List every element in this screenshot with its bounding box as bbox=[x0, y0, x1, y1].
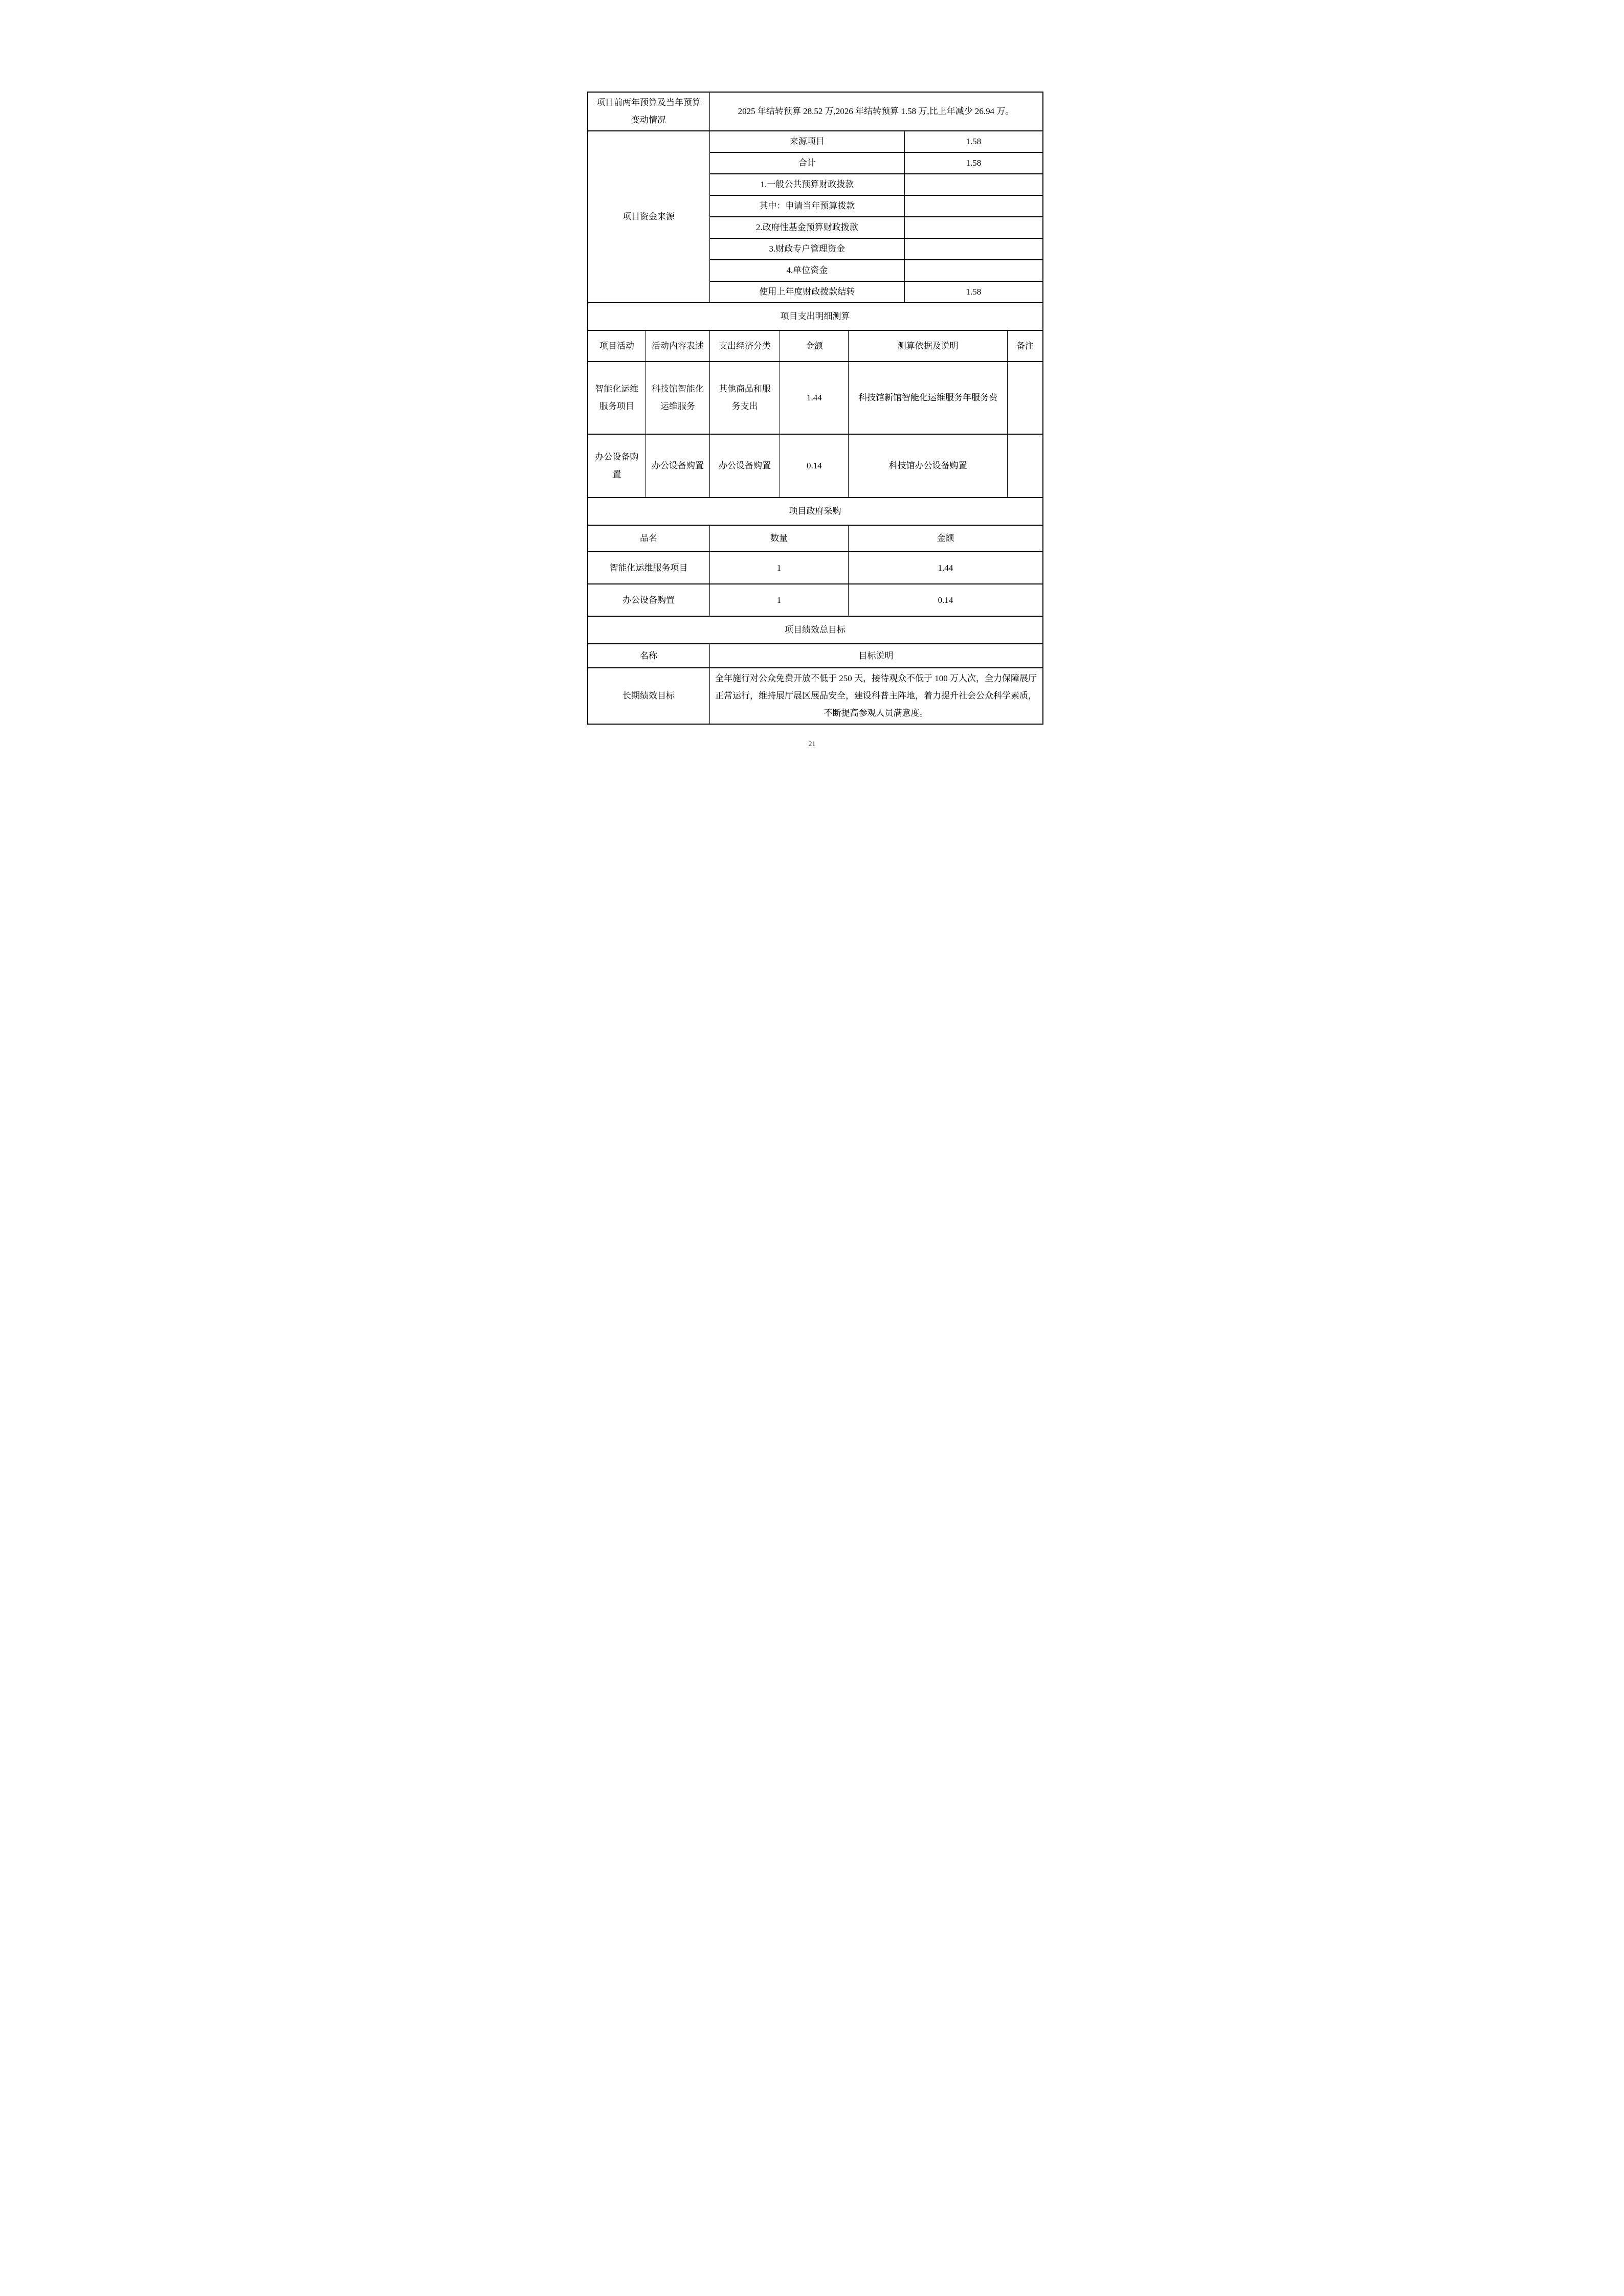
funding-row-value bbox=[905, 174, 1043, 195]
performance-table bbox=[587, 616, 1043, 725]
procurement-cell-amount: 0.14 bbox=[849, 584, 1043, 616]
page-number: 21 bbox=[808, 740, 816, 748]
expense-header-activity: 项目活动 bbox=[588, 330, 646, 362]
table-row bbox=[588, 584, 1043, 616]
expense-cell-amount: 1.44 bbox=[780, 362, 849, 434]
expense-header-category: 支出经济分类 bbox=[709, 330, 780, 362]
pre-budget-table bbox=[587, 92, 1043, 131]
funding-row-value bbox=[905, 195, 1043, 217]
expense-header-remark: 备注 bbox=[1008, 330, 1043, 362]
procurement-cell-quantity: 1 bbox=[709, 552, 849, 584]
procurement-cell-quantity: 1 bbox=[709, 584, 849, 616]
expense-cell-category: 办公设备购置 bbox=[709, 434, 780, 498]
funding-row-label: 来源项目 bbox=[709, 131, 905, 152]
expense-cell-activity: 智能化运维服务项目 bbox=[588, 362, 646, 434]
funding-row-label: 4.单位资金 bbox=[709, 260, 905, 281]
expense-header-basis: 测算依据及说明 bbox=[849, 330, 1008, 362]
table-row bbox=[588, 552, 1043, 584]
expense-header-amount: 金额 bbox=[780, 330, 849, 362]
funding-row-value bbox=[905, 217, 1043, 238]
expense-section-title: 项目支出明细测算 bbox=[588, 303, 1043, 330]
funding-row-label: 使用上年度财政拨款结转 bbox=[709, 281, 905, 303]
funding-table bbox=[587, 130, 1043, 303]
expense-cell-content: 办公设备购置 bbox=[646, 434, 709, 498]
funding-row-value bbox=[905, 260, 1043, 281]
funding-row-value: 1.58 bbox=[905, 131, 1043, 152]
budget-detail-table bbox=[587, 92, 1043, 725]
expense-header-content: 活动内容表述 bbox=[646, 330, 709, 362]
funding-row-value: 1.58 bbox=[905, 152, 1043, 174]
funding-row-value bbox=[905, 238, 1043, 260]
performance-cell-description: 全年施行对公众免费开放不低于 250 天，接待观众不低于 100 万人次，全力保障展厅正常运行，维持展厅展区展品安全，建设科普主阵地，着力提升社会公众科学素质，不断提高参观人员满意度。 bbox=[709, 668, 1042, 724]
table-row bbox=[588, 92, 1043, 131]
procurement-cell-name: 智能化运维服务项目 bbox=[588, 552, 710, 584]
funding-row-value: 1.58 bbox=[905, 281, 1043, 303]
pre-budget-value: 2025 年结转预算 28.52 万,2026 年结转预算 1.58 万,比上年减少 26.94 万。 bbox=[709, 92, 1042, 131]
procurement-section-title: 项目政府采购 bbox=[588, 498, 1043, 525]
funding-row-label: 2.政府性基金预算财政拨款 bbox=[709, 217, 905, 238]
document-page bbox=[531, 0, 1094, 796]
procurement-header-quantity: 数量 bbox=[709, 525, 849, 552]
table-row bbox=[588, 525, 1043, 552]
performance-header-description: 目标说明 bbox=[709, 644, 1042, 668]
procurement-header-amount: 金额 bbox=[849, 525, 1043, 552]
table-row bbox=[588, 303, 1043, 330]
funding-row-label: 3.财政专户管理资金 bbox=[709, 238, 905, 260]
performance-section-title: 项目绩效总目标 bbox=[588, 616, 1043, 644]
funding-row-label: 1.一般公共预算财政拨款 bbox=[709, 174, 905, 195]
expense-cell-content: 科技馆智能化运维服务 bbox=[646, 362, 709, 434]
table-row bbox=[588, 434, 1043, 498]
table-row bbox=[588, 362, 1043, 434]
table-row bbox=[588, 644, 1043, 668]
expense-cell-basis: 科技馆新馆智能化运维服务年服务费 bbox=[849, 362, 1008, 434]
funding-section-label: 项目资金来源 bbox=[588, 131, 710, 303]
procurement-table bbox=[587, 497, 1043, 617]
table-row bbox=[588, 668, 1043, 724]
expense-detail-table bbox=[587, 302, 1043, 498]
table-row bbox=[588, 131, 1043, 152]
funding-row-label: 合计 bbox=[709, 152, 905, 174]
expense-cell-category: 其他商品和服务支出 bbox=[709, 362, 780, 434]
procurement-cell-name: 办公设备购置 bbox=[588, 584, 710, 616]
pre-budget-label: 项目前两年预算及当年预算变动情况 bbox=[588, 92, 710, 131]
funding-row-label: 其中：申请当年预算拨款 bbox=[709, 195, 905, 217]
table-row bbox=[588, 616, 1043, 644]
expense-cell-amount: 0.14 bbox=[780, 434, 849, 498]
expense-cell-activity: 办公设备购置 bbox=[588, 434, 646, 498]
expense-cell-remark bbox=[1008, 434, 1043, 498]
table-row bbox=[588, 330, 1043, 362]
procurement-header-name: 品名 bbox=[588, 525, 710, 552]
procurement-cell-amount: 1.44 bbox=[849, 552, 1043, 584]
expense-cell-basis: 科技馆办公设备购置 bbox=[849, 434, 1008, 498]
expense-cell-remark bbox=[1008, 362, 1043, 434]
table-row bbox=[588, 498, 1043, 525]
performance-cell-name: 长期绩效目标 bbox=[588, 668, 710, 724]
performance-header-name: 名称 bbox=[588, 644, 710, 668]
